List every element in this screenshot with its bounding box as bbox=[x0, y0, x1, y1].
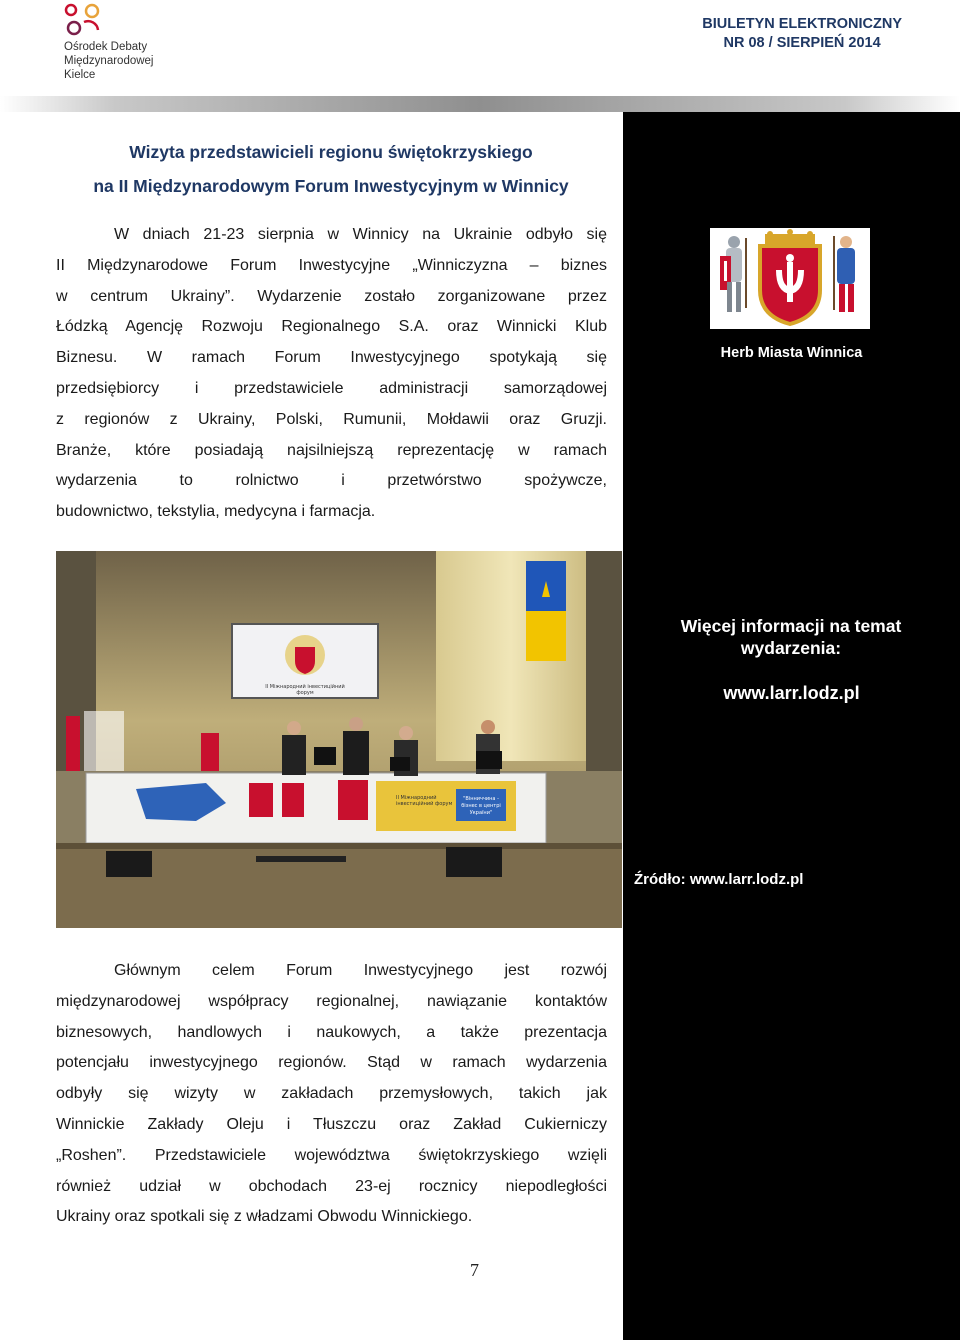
forum-banner bbox=[376, 781, 516, 831]
paragraph-line: Głównym celem Forum Inwestycyjnego jest rozwój bbox=[114, 962, 607, 979]
article-title bbox=[56, 135, 606, 203]
org-name-line: Kielce bbox=[64, 69, 96, 81]
header-divider bbox=[0, 96, 960, 112]
logo-circle-top-right bbox=[86, 5, 98, 17]
title-line: na II Międzynarodowym Forum Inwestycyjnym w Winnicy bbox=[93, 176, 569, 196]
forum-conference-photo bbox=[56, 551, 622, 928]
coat-of-arms-image bbox=[710, 228, 870, 329]
speaker-right bbox=[446, 847, 502, 877]
photo-source: Źródło: www.larr.lodz.pl bbox=[634, 871, 804, 888]
logo-arc bbox=[84, 21, 98, 30]
paragraph-line: potencjału inwestycyjnego regionów. Stąd w ramach wydarzenia bbox=[56, 1054, 607, 1072]
intro-paragraph bbox=[56, 220, 607, 528]
screen-emblem-icon bbox=[285, 635, 325, 675]
screen-caption: II Міжнародний інвестиційний bbox=[265, 684, 345, 690]
more-info-line: Więcej informacji na temat bbox=[680, 616, 902, 636]
paragraph-line: międzynarodowej współpracy regionalnej, nawiązanie kontaktów bbox=[56, 992, 607, 1010]
more-info-line: wydarzenia: bbox=[740, 638, 842, 658]
paragraph-line: budownictwo, tekstylia, medycyna i farmacja. bbox=[56, 503, 376, 521]
paragraph-line: wydarzenia to rolnictwo i przetwórstwo spożywcze, bbox=[56, 472, 607, 490]
screen-caption: форум bbox=[296, 690, 314, 696]
paragraph-line: z regionów z Ukrainy, Polski, Rumunii, Mołdawii oraz Gruzji. bbox=[56, 410, 607, 428]
svg-text:інвестиційний форум: інвестиційний форум bbox=[396, 801, 453, 807]
bulletin-heading bbox=[702, 15, 902, 53]
paragraph-line: Branże, które posiadają najsilniejszą reprezentację w ramach bbox=[56, 441, 607, 459]
title-line: Wizyta przedstawicieli regionu świętokrzyskiego bbox=[129, 142, 533, 162]
logo-circle-top-left bbox=[66, 5, 76, 15]
paragraph-line: w centrum Ukrainy”. Wydarzenie zostało zorganizowane przez bbox=[56, 287, 607, 305]
org-name bbox=[64, 40, 154, 82]
more-info-heading bbox=[636, 615, 946, 659]
paragraph-line: Winnickie Zakłady Oleju i Tłuszczu oraz Zakład Cukierniczy bbox=[56, 1115, 607, 1133]
paragraph-line: również udział w obchodach 23-ej rocznicy niepodległości bbox=[56, 1177, 607, 1195]
paragraph-line: Łódzką Agencję Rozwoju Regionalnego S.A. oraz Winnicki Klub bbox=[56, 318, 607, 336]
svg-text:"Вінниччина -: "Вінниччина - bbox=[463, 796, 499, 802]
svg-text:II Міжнародний: II Міжнародний bbox=[396, 795, 437, 801]
paragraph-line: biznesowych, handlowych i naukowych, a także prezentacja bbox=[56, 1023, 607, 1041]
paragraph-line: II Międzynarodowe Forum Inwestycyjne „Winniczyzna – biznes bbox=[56, 256, 607, 274]
svg-text:бізнес в центрі: бізнес в центрі bbox=[461, 803, 501, 809]
svg-text:України": України" bbox=[469, 810, 493, 816]
goals-paragraph bbox=[56, 956, 607, 1233]
paragraph-line: przedsiębiorcy i przedstawiciele administracji samorządowej bbox=[56, 379, 607, 397]
org-name-line: Ośrodek Debaty bbox=[64, 41, 148, 53]
ukrainian-flag-icon bbox=[526, 561, 566, 661]
paragraph-line: W dniach 21-23 sierpnia w Winnicy na Ukrainie odbyło się bbox=[114, 226, 607, 243]
page-number: 7 bbox=[470, 1260, 479, 1280]
more-info-link[interactable]: www.larr.lodz.pl bbox=[723, 683, 860, 703]
paragraph-line: Biznesu. W ramach Forum Inwestycyjnego spotykają się bbox=[56, 349, 607, 367]
logo-circle-bottom bbox=[68, 22, 80, 34]
bulletin-issue: NR 08 / SIERPIEŃ 2014 bbox=[723, 35, 881, 51]
org-name-line: Międzynarodowej bbox=[64, 55, 154, 67]
coat-of-arms-caption: Herb Miasta Winnica bbox=[720, 345, 863, 361]
speaker-left bbox=[106, 851, 152, 877]
paragraph-line: Ukrainy oraz spotkali się z władzami Obwodu Winnickiego. bbox=[56, 1208, 473, 1226]
paragraph-line: odbyły się wizyty w zakładach przemysłowych, takich jak bbox=[56, 1085, 607, 1103]
bulletin-title: BIULETYN ELEKTRONICZNY bbox=[702, 16, 902, 32]
paragraph-line: „Roshen”. Przedstawiciele województwa świętokrzyskiego wzięli bbox=[56, 1146, 607, 1164]
